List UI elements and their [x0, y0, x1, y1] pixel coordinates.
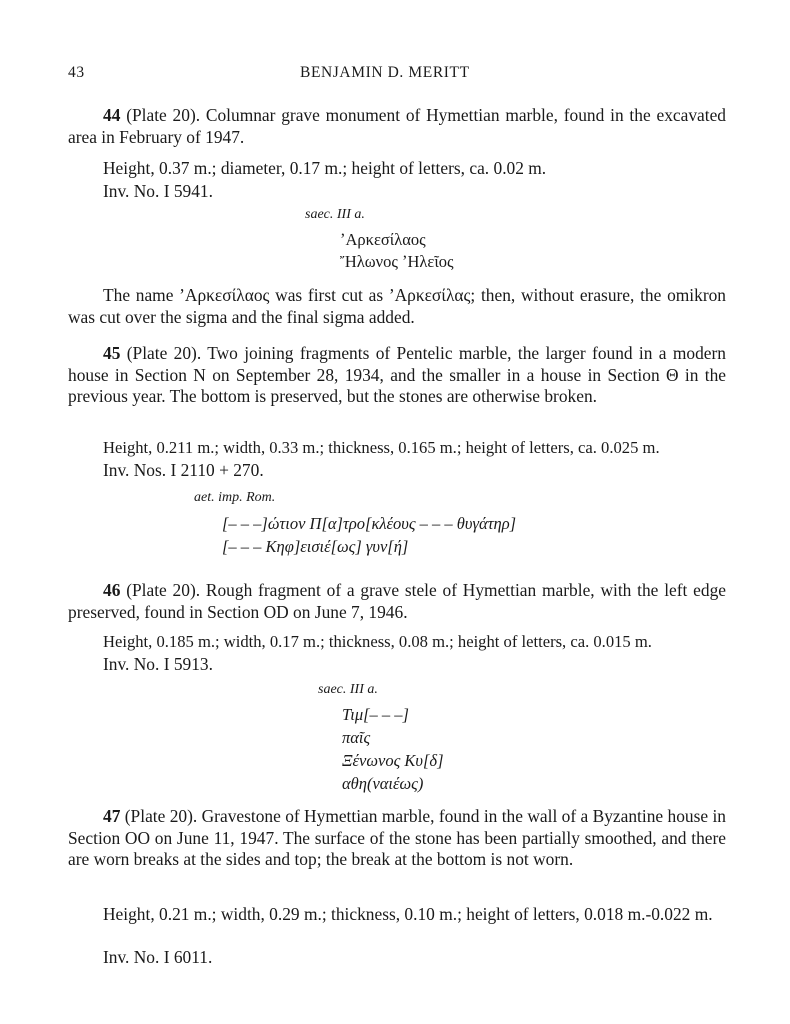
entry-47-dimensions: Height, 0.21 m.; width, 0.29 m.; thickness, 0.10 m.; height of letters, 0.018 m.-0.022 m.: [103, 904, 713, 924]
entry-44-date: saec. III a.: [305, 207, 365, 222]
entry-45-inscription-line-1: [– – –]ώτιον Π[α]τρο[κλέους – – – θυγάτηρ]: [222, 514, 517, 533]
entry-45-number: 45: [103, 343, 121, 363]
entry-44-number: 44: [103, 105, 121, 125]
entry-44-inscription-line-2: Ἤλωνος ʼΗλεῖος: [340, 252, 454, 271]
entry-45-inscription-line-2: [– – – Κηφ]εισιέ[ως] γυν[ή]: [222, 537, 409, 556]
entry-46-description: [68, 580, 726, 623]
entry-46-inscription-line-1: Τιμ[– – –]: [342, 705, 409, 724]
entry-44-commentary: The name ʼΑρκεσίλαος was first cut as ʼΑρκεσίλας; then, without erasure, the omikron was cut over the sigma and the final sigma added.: [68, 285, 726, 327]
entry-47-text: (Plate 20). Gravestone of Hymettian marble, found in the wall of a Byzantine house in Section OO on June 11, 1947. The surface of the stone has been partially smoothed, and there are worn breaks at the sides and top; the break at the bottom is not worn.: [68, 806, 726, 869]
page-number: 43: [68, 64, 85, 81]
entry-47-inventory: Inv. No. I 6011.: [103, 947, 213, 967]
running-title: BENJAMIN D. MERITT: [300, 64, 470, 81]
entry-45-date: aet. imp. Rom.: [194, 490, 276, 505]
entry-45-description: [68, 343, 726, 408]
entry-46-inventory: Inv. No. I 5913.: [103, 654, 213, 674]
entry-44-inventory: Inv. No. I 5941.: [103, 181, 213, 201]
entry-46-dimensions: Height, 0.185 m.; width, 0.17 m.; thickness, 0.08 m.; height of letters, ca. 0.015 m.: [103, 632, 652, 651]
entry-44-dimensions: Height, 0.37 m.; diameter, 0.17 m.; height of letters, ca. 0.02 m.: [103, 158, 547, 178]
entry-46-inscription-line-4: αθη(ναιέως): [342, 774, 424, 793]
entry-47-number: 47: [103, 806, 121, 826]
entry-46-text: (Plate 20). Rough fragment of a grave stele of Hymettian marble, with the left edge preserved, found in Section OD on June 7, 1946.: [68, 580, 726, 622]
entry-46-date: saec. III a.: [318, 682, 378, 697]
entry-45-dimensions: Height, 0.211 m.; width, 0.33 m.; thickness, 0.165 m.; height of letters, ca. 0.025 m.: [103, 438, 660, 457]
entry-46-inscription-line-3: Ξένωνος Κυ[δ]: [342, 751, 444, 770]
entry-44-text: (Plate 20). Columnar grave monument of Hymettian marble, found in the excavated area in February of 1947.: [68, 105, 726, 147]
entry-46-number: 46: [103, 580, 121, 600]
entry-45-text: (Plate 20). Two joining fragments of Pentelic marble, the larger found in a modern house in Section N on September 28, 1934, and the smaller in a house in Section Θ in the previous year. The bottom is preserved, but the stones are otherwise broken.: [68, 343, 726, 406]
entry-46-inscription-line-2: παῖς: [342, 728, 371, 747]
entry-45-inventory: Inv. Nos. I 2110 + 270.: [103, 460, 264, 480]
entry-47-description: [68, 806, 726, 871]
entry-44-inscription-line-1: ʼΑρκεσίλαος: [340, 230, 426, 249]
entry-44-description: [68, 105, 726, 148]
